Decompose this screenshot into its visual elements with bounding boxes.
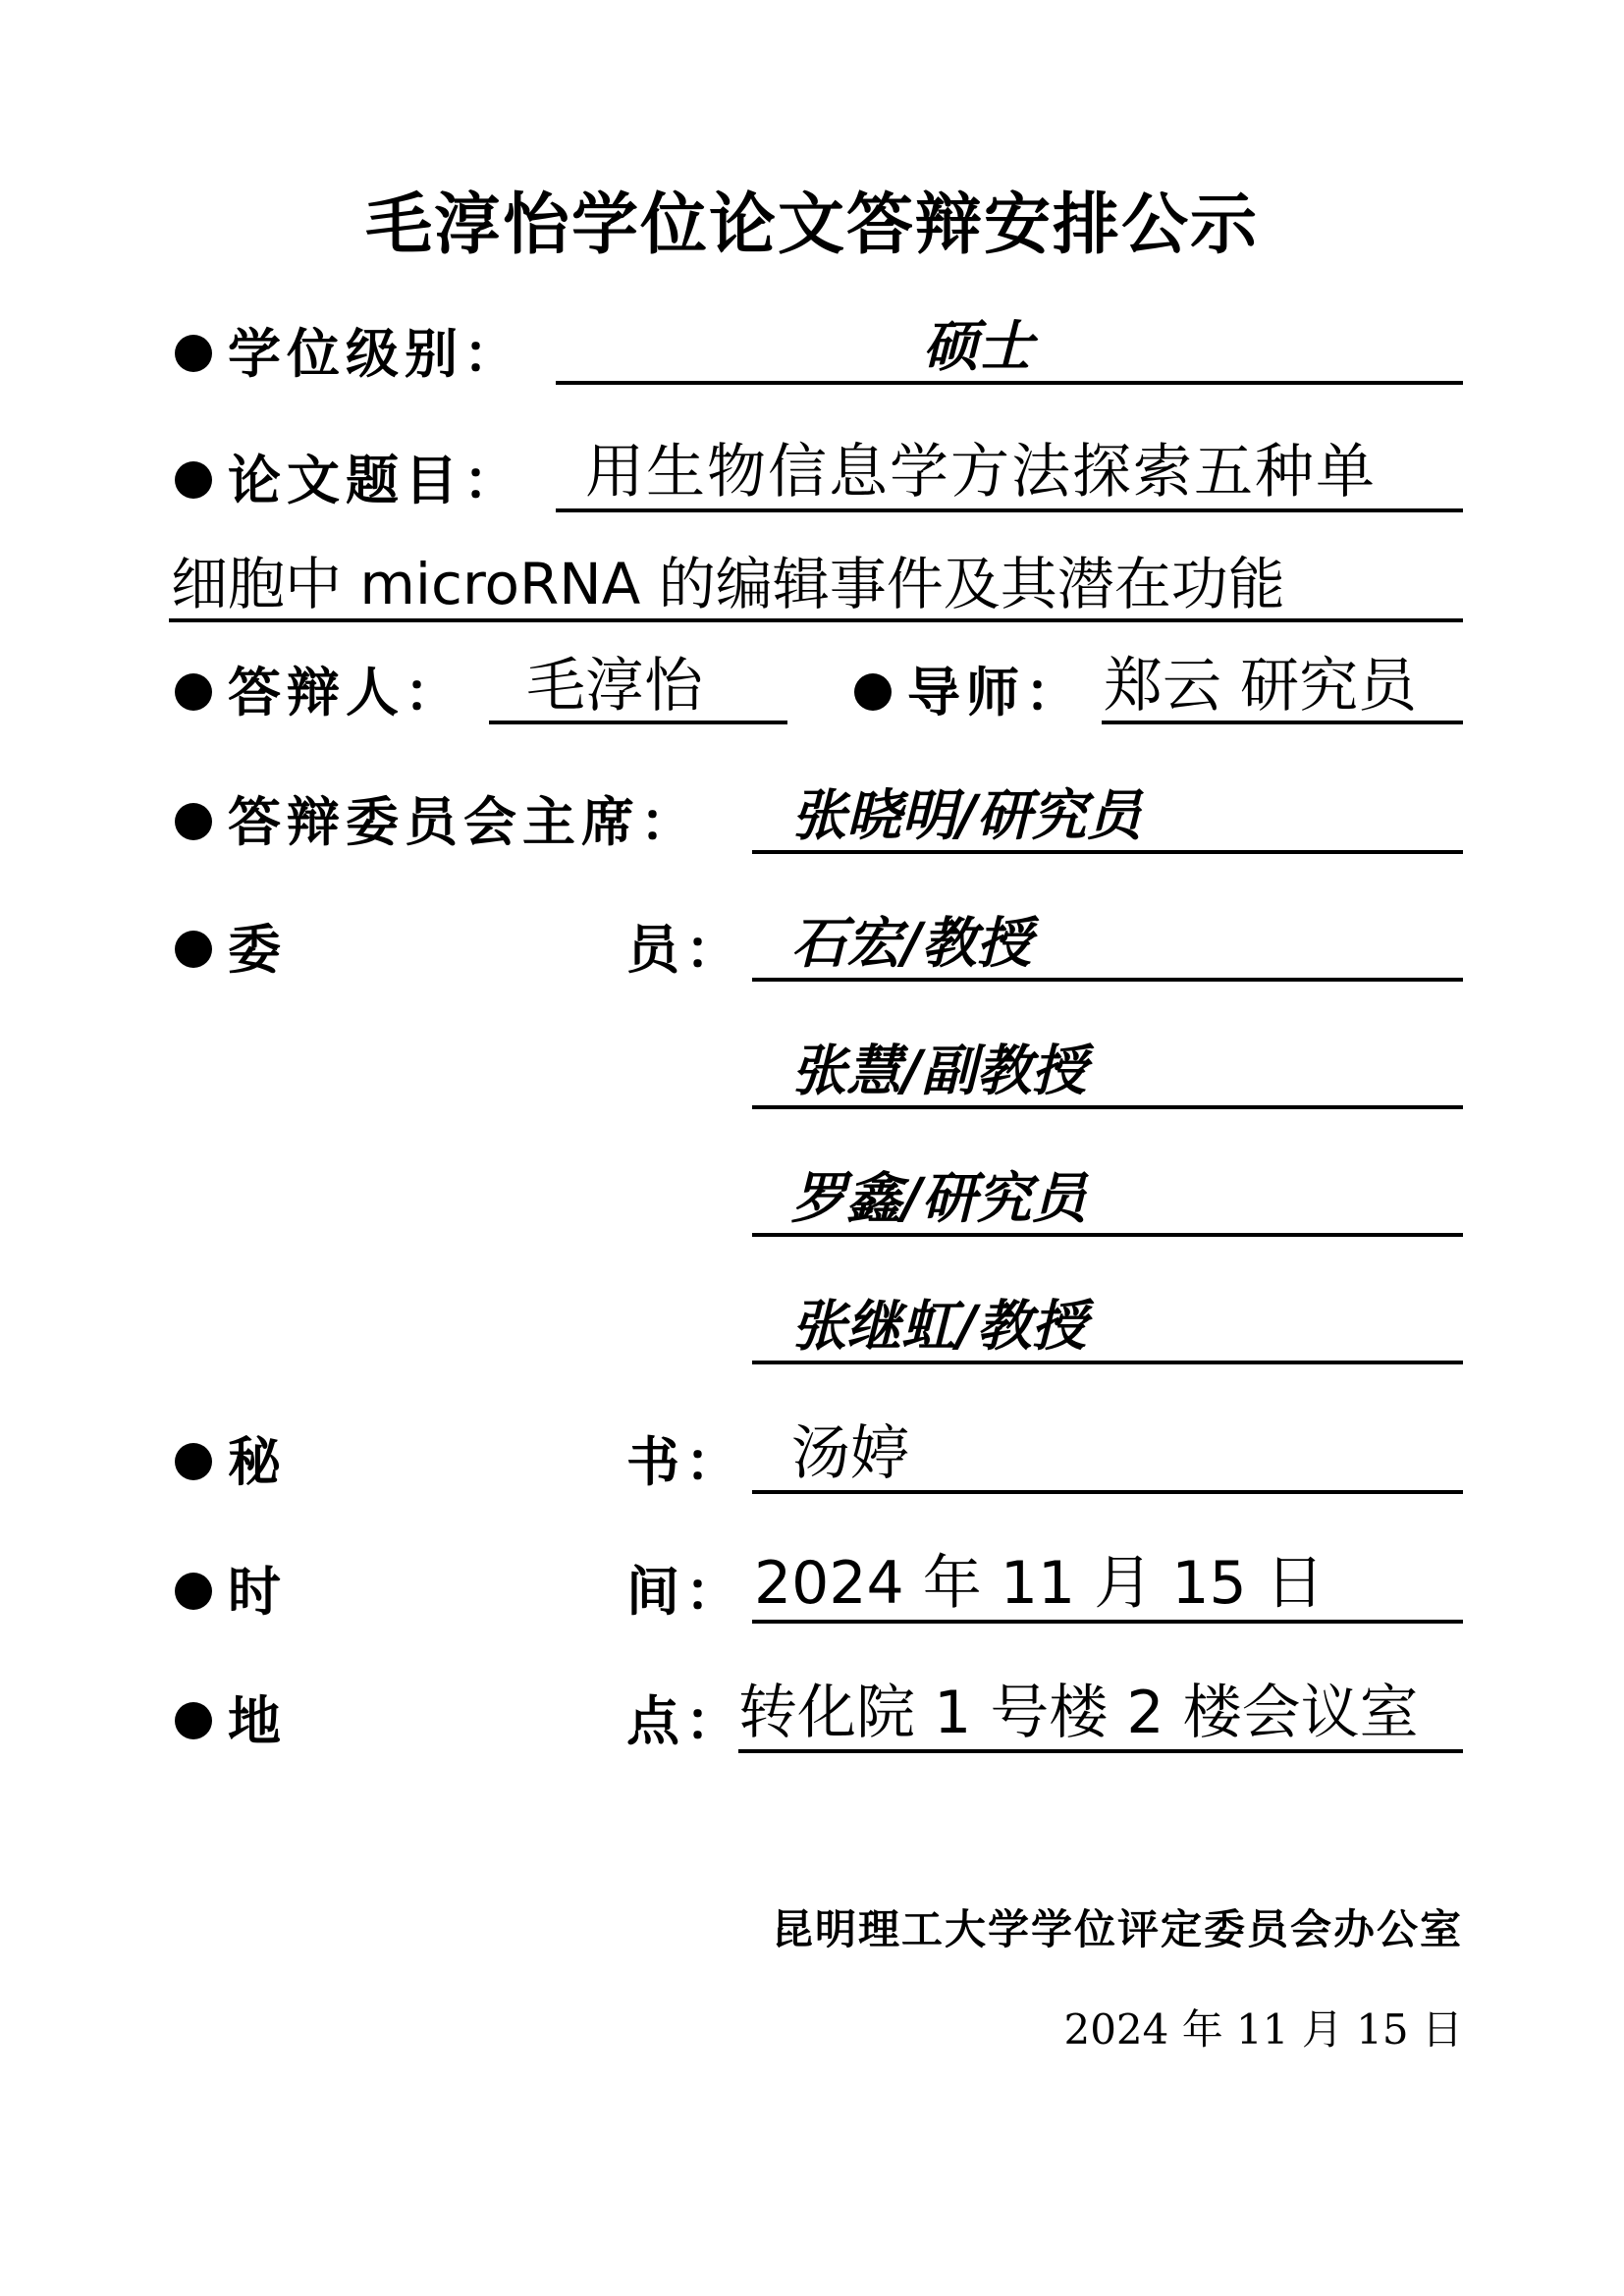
page-title: 毛淳怡学位论文答辩安排公示 (364, 187, 1259, 264)
bullet-degree (175, 335, 212, 372)
members-label-b: 员： (626, 918, 744, 981)
bullet-time (175, 1573, 212, 1610)
bullet-chair (175, 803, 212, 840)
bullet-advisor (854, 673, 892, 711)
place-label-b: 点： (626, 1689, 744, 1752)
member-item-1: 石宏/教授 (791, 911, 1032, 976)
thesis-line-1: 用生物信息学方法探索五种单 (585, 438, 1377, 507)
degree-label: 学位级别： (228, 322, 522, 385)
footer-org: 昆明理工大学学位评定委员会办公室 (771, 1905, 1463, 1953)
degree-value: 硕士 (923, 314, 1033, 379)
member-item-2: 张慧/副教授 (791, 1039, 1087, 1103)
defender-value: 毛淳怡 (526, 652, 703, 721)
bullet-secretary (175, 1443, 212, 1480)
member-item-4: 张继虹/教授 (791, 1294, 1087, 1359)
defender-label: 答辩人： (228, 661, 463, 723)
chair-label: 答辩委员会主席： (228, 790, 699, 853)
bullet-defender (175, 673, 212, 711)
bullet-members (175, 931, 212, 968)
secretary-label-b: 书： (626, 1430, 744, 1493)
footer-date: 2024 年 11 月 15 日 (1063, 2005, 1463, 2054)
thesis-label: 论文题目： (228, 449, 522, 511)
member-item-3: 罗鑫/研究员 (791, 1166, 1087, 1231)
time-value: 2024 年 11 月 15 日 (754, 1549, 1325, 1618)
chair-value: 张晓明/研究员 (791, 783, 1142, 848)
thesis-line-2: 细胞中 microRNA 的编辑事件及其潜在功能 (171, 551, 1285, 617)
place-label-a: 地 (228, 1689, 287, 1752)
time-label-a: 时 (228, 1560, 287, 1623)
bullet-thesis (175, 461, 212, 499)
members-label-a: 委 (228, 918, 287, 981)
advisor-value: 郑云 研究员 (1104, 652, 1418, 721)
time-label-b: 间： (626, 1560, 744, 1623)
advisor-label: 导师： (907, 661, 1084, 723)
secretary-value: 汤婷 (791, 1419, 909, 1488)
secretary-label-a: 秘 (228, 1430, 287, 1493)
bullet-place (175, 1702, 212, 1739)
place-value: 转化院 1 号楼 2 楼会议室 (738, 1679, 1419, 1747)
